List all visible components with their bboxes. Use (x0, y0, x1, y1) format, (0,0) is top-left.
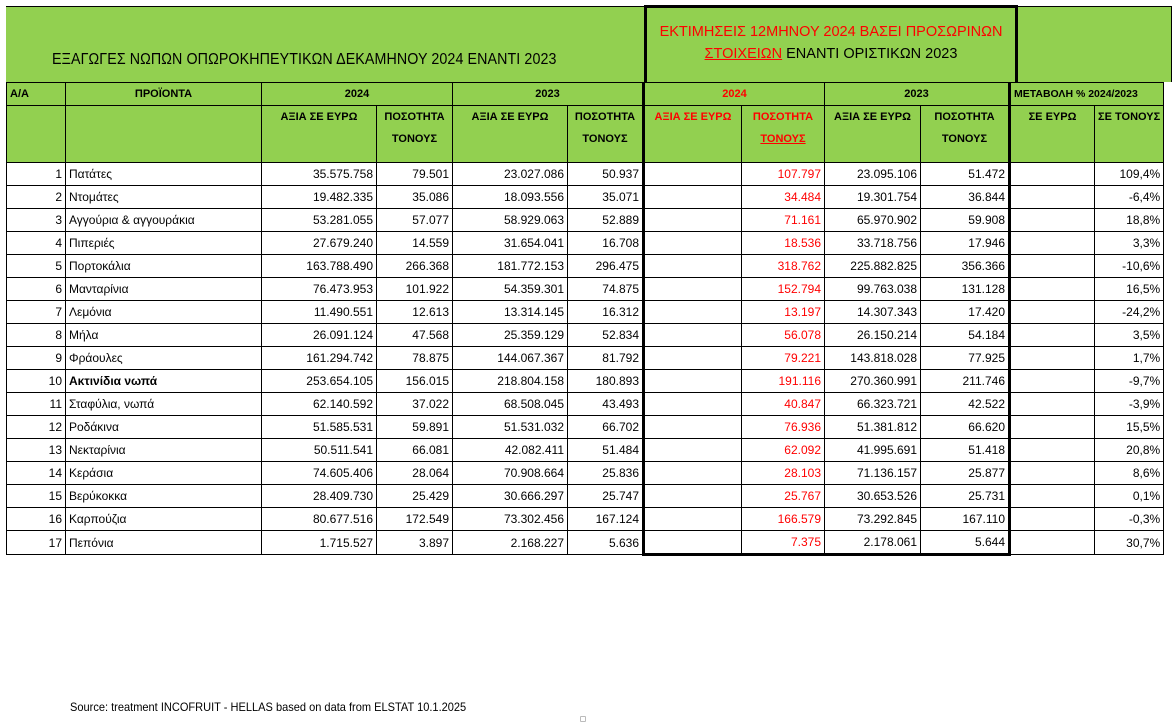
change-eur (1010, 531, 1095, 555)
qty-2024: 25.429 (377, 485, 453, 508)
est-value-2023: 66.323.721 (825, 393, 921, 416)
value-2024: 161.294.742 (262, 347, 377, 370)
value-2024: 19.482.335 (262, 186, 377, 209)
change-tons: 8,6% (1095, 462, 1164, 485)
table-row (7, 324, 1164, 347)
product-name: Καρπούζια (66, 508, 262, 531)
qty-2024: 37.022 (377, 393, 453, 416)
change-tons: 3,5% (1095, 324, 1164, 347)
source-note: Source: treatment INCOFRUIT - HELLAS based on data from ELSTAT 10.1.2025 (70, 700, 467, 714)
change-eur (1010, 370, 1095, 393)
row-number: 12 (7, 416, 66, 439)
change-tons: -10,6% (1095, 255, 1164, 278)
value-2024: 1.715.527 (262, 531, 377, 555)
qty-label-1: ΠΟΣΟΤΗΤΑ (574, 111, 636, 123)
row-number: 13 (7, 439, 66, 462)
est-value-2024 (644, 255, 742, 278)
subheader-value-2024: ΑΞΙΑ ΣΕ ΕΥΡΩ (262, 106, 377, 163)
est-qty-2023: 59.908 (921, 209, 1010, 232)
value-2023: 181.772.153 (453, 255, 568, 278)
qty-2024: 47.568 (377, 324, 453, 347)
product-name: Πεπόνια (66, 531, 262, 555)
est-qty-2023: 54.184 (921, 324, 1010, 347)
product-name: Μανταρίνια (66, 278, 262, 301)
change-eur (1010, 232, 1095, 255)
change-tons: 18,8% (1095, 209, 1164, 232)
table-row (7, 232, 1164, 255)
change-tons: -6,4% (1095, 186, 1164, 209)
change-eur (1010, 462, 1095, 485)
qty-2023: 16.312 (568, 301, 644, 324)
est-value-2024 (644, 301, 742, 324)
est-qty-2024: 71.161 (742, 209, 825, 232)
table-row (7, 393, 1164, 416)
table-row (7, 462, 1164, 485)
table-row (7, 209, 1164, 232)
est-value-2024 (644, 324, 742, 347)
value-2024: 35.575.758 (262, 163, 377, 186)
est-qty-2024: 25.767 (742, 485, 825, 508)
row-number: 8 (7, 324, 66, 347)
est-qty-2023: 356.366 (921, 255, 1010, 278)
subheader-est-value-2024: ΑΞΙΑ ΣΕ ΕΥΡΩ (644, 106, 742, 163)
value-2023: 58.929.063 (453, 209, 568, 232)
change-tons: 15,5% (1095, 416, 1164, 439)
qty-2024: 156.015 (377, 370, 453, 393)
qty-label-2: ΤΟΝΟΥΣ (760, 133, 806, 145)
product-name: Πορτοκάλια (66, 255, 262, 278)
value-2024: 51.585.531 (262, 416, 377, 439)
est-value-2023: 225.882.825 (825, 255, 921, 278)
value-2024: 28.409.730 (262, 485, 377, 508)
product-name: Λεμόνια (66, 301, 262, 324)
value-2023: 70.908.664 (453, 462, 568, 485)
row-number: 16 (7, 508, 66, 531)
qty-2024: 66.081 (377, 439, 453, 462)
product-name: Σταφύλια, νωπά (66, 393, 262, 416)
qty-2024: 12.613 (377, 301, 453, 324)
qty-2023: 52.834 (568, 324, 644, 347)
est-qty-2023: 77.925 (921, 347, 1010, 370)
row-number: 14 (7, 462, 66, 485)
product-name: Ντομάτες (66, 186, 262, 209)
change-eur (1010, 508, 1095, 531)
est-value-2023: 2.178.061 (825, 531, 921, 555)
header-row-columns (7, 106, 1164, 163)
product-name: Νεκταρίνια (66, 439, 262, 462)
header-year-2024: 2024 (262, 83, 453, 106)
est-value-2024 (644, 508, 742, 531)
est-qty-2023: 17.946 (921, 232, 1010, 255)
product-name: Κεράσια (66, 462, 262, 485)
value-2023: 18.093.556 (453, 186, 568, 209)
table-title (6, 6, 644, 82)
est-qty-2024: 318.762 (742, 255, 825, 278)
est-value-2023: 14.307.343 (825, 301, 921, 324)
change-eur (1010, 186, 1095, 209)
change-tons: 16,5% (1095, 278, 1164, 301)
qty-label-2: ΤΟΝΟΥΣ (582, 133, 628, 145)
est-qty-2023: 25.877 (921, 462, 1010, 485)
change-eur (1010, 485, 1095, 508)
qty-2024: 3.897 (377, 531, 453, 555)
qty-2024: 79.501 (377, 163, 453, 186)
est-qty-2023: 5.644 (921, 531, 1010, 555)
qty-2024: 101.922 (377, 278, 453, 301)
header-year-2023: 2023 (453, 83, 644, 106)
change-tons: -9,7% (1095, 370, 1164, 393)
est-value-2023: 19.301.754 (825, 186, 921, 209)
table-row (7, 163, 1164, 186)
product-name: Πιπεριές (66, 232, 262, 255)
est-value-2023: 26.150.214 (825, 324, 921, 347)
est-qty-2023: 167.110 (921, 508, 1010, 531)
product-name: Αγγούρια & αγγουράκια (66, 209, 262, 232)
value-2023: 31.654.041 (453, 232, 568, 255)
est-qty-2024: 34.484 (742, 186, 825, 209)
qty-2024: 78.875 (377, 347, 453, 370)
estimates-title-rest: ΕΝΑΝΤΙ ΟΡΙΣΤΙΚΩΝ 2023 (782, 46, 958, 62)
qty-2023: 51.484 (568, 439, 644, 462)
row-number: 2 (7, 186, 66, 209)
estimates-title (644, 5, 1018, 82)
change-eur (1010, 347, 1095, 370)
est-value-2024 (644, 186, 742, 209)
value-2024: 26.091.124 (262, 324, 377, 347)
est-qty-2023: 36.844 (921, 186, 1010, 209)
subheader-est-value-2023: ΑΞΙΑ ΣΕ ΕΥΡΩ (825, 106, 921, 163)
qty-2023: 43.493 (568, 393, 644, 416)
header-products: ΠΡΟΪΟΝΤΑ (66, 83, 262, 106)
est-value-2023: 30.653.526 (825, 485, 921, 508)
subheader-change-eur: ΣΕ ΕΥΡΩ (1010, 106, 1095, 163)
change-tons: -3,9% (1095, 393, 1164, 416)
change-eur (1010, 278, 1095, 301)
est-qty-2024: 56.078 (742, 324, 825, 347)
est-qty-2024: 13.197 (742, 301, 825, 324)
value-2023: 218.804.158 (453, 370, 568, 393)
qty-2023: 167.124 (568, 508, 644, 531)
change-title-blank (1018, 6, 1172, 82)
est-value-2024 (644, 232, 742, 255)
value-2023: 42.082.411 (453, 439, 568, 462)
row-number: 3 (7, 209, 66, 232)
row-number: 1 (7, 163, 66, 186)
qty-2024: 172.549 (377, 508, 453, 531)
value-2024: 11.490.551 (262, 301, 377, 324)
est-value-2023: 73.292.845 (825, 508, 921, 531)
value-2023: 30.666.297 (453, 485, 568, 508)
value-2023: 51.531.032 (453, 416, 568, 439)
qty-2023: 66.702 (568, 416, 644, 439)
change-tons: -0,3% (1095, 508, 1164, 531)
subheader-est-qty-2024 (742, 106, 825, 163)
value-2023: 73.302.456 (453, 508, 568, 531)
value-2023: 54.359.301 (453, 278, 568, 301)
qty-label-2: ΤΟΝΟΥΣ (391, 133, 438, 145)
est-qty-2024: 107.797 (742, 163, 825, 186)
estimates-title-line1: ΕΚΤΙΜΗΣΕΙΣ 12ΜΗΝΟΥ 2024 ΒΑΣΕΙ ΠΡΟΣΩΡΙΝΩΝ (659, 24, 1003, 40)
product-name: Ροδάκινα (66, 416, 262, 439)
qty-2023: 296.475 (568, 255, 644, 278)
est-value-2023: 33.718.756 (825, 232, 921, 255)
value-2024: 53.281.055 (262, 209, 377, 232)
est-qty-2024: 18.536 (742, 232, 825, 255)
est-value-2023: 51.381.812 (825, 416, 921, 439)
change-tons: 1,7% (1095, 347, 1164, 370)
qty-2023: 5.636 (568, 531, 644, 555)
qty-2023: 74.875 (568, 278, 644, 301)
est-qty-2024: 79.221 (742, 347, 825, 370)
change-eur (1010, 301, 1095, 324)
est-value-2023: 143.818.028 (825, 347, 921, 370)
qty-2023: 16.708 (568, 232, 644, 255)
change-eur (1010, 324, 1095, 347)
qty-2023: 25.747 (568, 485, 644, 508)
table-row (7, 301, 1164, 324)
change-eur (1010, 163, 1095, 186)
value-2024: 62.140.592 (262, 393, 377, 416)
product-name: Ακτινίδια νωπά (66, 370, 262, 393)
change-tons: 30,7% (1095, 531, 1164, 555)
row-number: 10 (7, 370, 66, 393)
value-2023: 25.359.129 (453, 324, 568, 347)
value-2024: 80.677.516 (262, 508, 377, 531)
est-value-2024 (644, 370, 742, 393)
est-qty-2023: 51.472 (921, 163, 1010, 186)
est-qty-2024: 191.116 (742, 370, 825, 393)
est-qty-2023: 42.522 (921, 393, 1010, 416)
row-number: 9 (7, 347, 66, 370)
qty-label-1: ΠΟΣΟΤΗΤΑ (752, 111, 814, 123)
table-row (7, 531, 1164, 555)
est-value-2024 (644, 416, 742, 439)
subheader-blank-products (66, 106, 262, 163)
value-2024: 76.473.953 (262, 278, 377, 301)
value-2023: 144.067.367 (453, 347, 568, 370)
row-number: 6 (7, 278, 66, 301)
product-name: Μήλα (66, 324, 262, 347)
value-2024: 50.511.541 (262, 439, 377, 462)
est-value-2023: 71.136.157 (825, 462, 921, 485)
subheader-qty-2023 (568, 106, 644, 163)
qty-2024: 28.064 (377, 462, 453, 485)
est-value-2023: 270.360.991 (825, 370, 921, 393)
header-change: ΜΕΤΑΒΟΛΗ % 2024/2023 (1010, 83, 1164, 106)
change-eur (1010, 255, 1095, 278)
est-qty-2023: 211.746 (921, 370, 1010, 393)
est-qty-2023: 131.128 (921, 278, 1010, 301)
subheader-blank-aa (7, 106, 66, 163)
est-qty-2024: 152.794 (742, 278, 825, 301)
row-number: 17 (7, 531, 66, 555)
est-qty-2024: 76.936 (742, 416, 825, 439)
qty-2023: 180.893 (568, 370, 644, 393)
title-text: ΕΞΑΓΩΓΕΣ ΝΩΠΩΝ ΟΠΩΡΟΚΗΠΕΥΤΙΚΩΝ ΔΕΚΑΜΗΝΟΥ 2024 ΕΝΑΝΤΙ 2023 (52, 51, 557, 68)
product-name: Βερύκοκκα (66, 485, 262, 508)
est-qty-2024: 28.103 (742, 462, 825, 485)
row-number: 4 (7, 232, 66, 255)
est-value-2024 (644, 462, 742, 485)
resize-handle (580, 716, 586, 722)
table-row (7, 278, 1164, 301)
estimates-title-red-word: ΣΤΟΙΧΕΙΩΝ (704, 46, 783, 62)
est-qty-2024: 40.847 (742, 393, 825, 416)
row-number: 5 (7, 255, 66, 278)
header-row-years (7, 83, 1164, 106)
subheader-est-qty-2023 (921, 106, 1010, 163)
qty-2023: 25.836 (568, 462, 644, 485)
exports-table (6, 82, 1164, 556)
est-qty-2023: 51.418 (921, 439, 1010, 462)
change-tons: 3,3% (1095, 232, 1164, 255)
est-value-2024 (644, 278, 742, 301)
est-value-2024 (644, 347, 742, 370)
value-2023: 68.508.045 (453, 393, 568, 416)
value-2024: 74.605.406 (262, 462, 377, 485)
qty-2024: 266.368 (377, 255, 453, 278)
qty-2023: 35.071 (568, 186, 644, 209)
header-est-2023: 2023 (825, 83, 1010, 106)
table-row (7, 508, 1164, 531)
qty-label-1: ΠΟΣΟΤΗΤΑ (384, 111, 445, 123)
table-row (7, 255, 1164, 278)
change-tons: 20,8% (1095, 439, 1164, 462)
value-2024: 163.788.490 (262, 255, 377, 278)
subheader-value-2023: ΑΞΙΑ ΣΕ ΕΥΡΩ (453, 106, 568, 163)
est-value-2023: 23.095.106 (825, 163, 921, 186)
change-eur (1010, 439, 1095, 462)
header-aa: Α/Α (7, 83, 66, 106)
qty-2023: 52.889 (568, 209, 644, 232)
change-eur (1010, 393, 1095, 416)
product-name: Φράουλες (66, 347, 262, 370)
qty-2024: 57.077 (377, 209, 453, 232)
est-qty-2024: 62.092 (742, 439, 825, 462)
change-eur (1010, 416, 1095, 439)
qty-2024: 35.086 (377, 186, 453, 209)
est-value-2024 (644, 439, 742, 462)
est-qty-2024: 7.375 (742, 531, 825, 555)
est-value-2023: 99.763.038 (825, 278, 921, 301)
table-row (7, 416, 1164, 439)
qty-2024: 14.559 (377, 232, 453, 255)
est-value-2024 (644, 531, 742, 555)
qty-label-2: ΤΟΝΟΥΣ (941, 133, 988, 145)
est-qty-2024: 166.579 (742, 508, 825, 531)
header-est-2024: 2024 (644, 83, 825, 106)
est-value-2024 (644, 163, 742, 186)
table-row (7, 439, 1164, 462)
row-number: 11 (7, 393, 66, 416)
table-row (7, 347, 1164, 370)
change-tons: 0,1% (1095, 485, 1164, 508)
value-2023: 13.314.145 (453, 301, 568, 324)
row-number: 15 (7, 485, 66, 508)
value-2023: 23.027.086 (453, 163, 568, 186)
est-value-2024 (644, 485, 742, 508)
row-number: 7 (7, 301, 66, 324)
est-qty-2023: 17.420 (921, 301, 1010, 324)
table-row (7, 485, 1164, 508)
table-row (7, 370, 1164, 393)
qty-2024: 59.891 (377, 416, 453, 439)
est-value-2023: 41.995.691 (825, 439, 921, 462)
est-value-2024 (644, 209, 742, 232)
subheader-qty-2024 (377, 106, 453, 163)
product-name: Πατάτες (66, 163, 262, 186)
qty-2023: 50.937 (568, 163, 644, 186)
est-qty-2023: 66.620 (921, 416, 1010, 439)
estimates-title-line2 (647, 43, 1015, 65)
change-tons: -24,2% (1095, 301, 1164, 324)
value-2024: 27.679.240 (262, 232, 377, 255)
value-2023: 2.168.227 (453, 531, 568, 555)
est-value-2023: 65.970.902 (825, 209, 921, 232)
value-2024: 253.654.105 (262, 370, 377, 393)
change-tons: 109,4% (1095, 163, 1164, 186)
qty-label-1: ΠΟΣΟΤΗΤΑ (934, 111, 995, 123)
qty-2023: 81.792 (568, 347, 644, 370)
change-eur (1010, 209, 1095, 232)
table-row (7, 186, 1164, 209)
est-value-2024 (644, 393, 742, 416)
subheader-change-tons: ΣΕ ΤΟΝΟΥΣ (1095, 106, 1164, 163)
est-qty-2023: 25.731 (921, 485, 1010, 508)
